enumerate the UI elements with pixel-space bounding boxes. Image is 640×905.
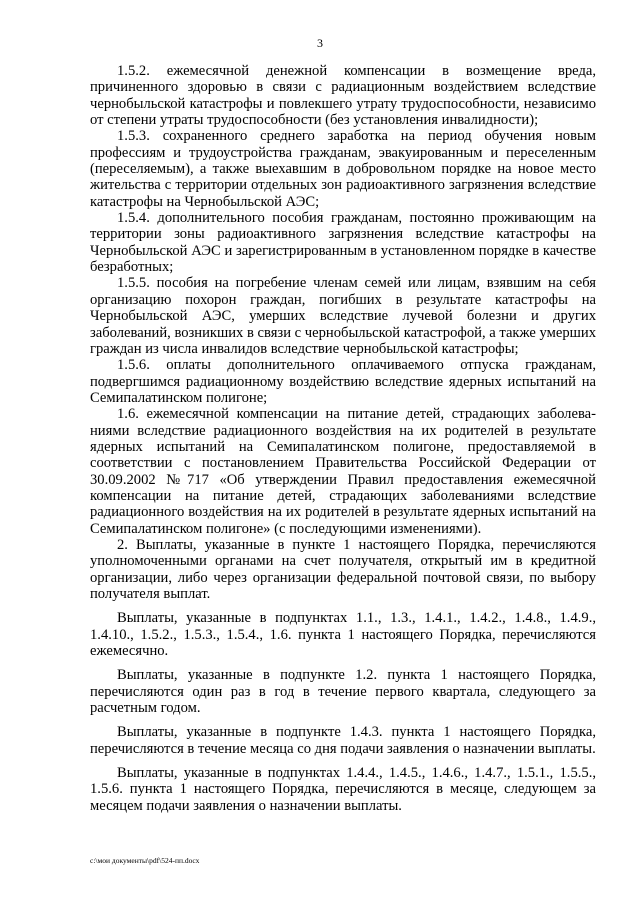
paragraph-annual-payments: Выплаты, указанные в подпункте 1.2. пункта 1 настоящего Порядка, перечисляются один раз в год в течение первого квартала, следующего за расчетным годом. <box>90 667 596 717</box>
paragraph-1-4-3-payments: Выплаты, указанные в подпункте 1.4.3. пункта 1 настоящего Порядка, перечисляются в течение месяца со дня подачи заявления о назначении выплаты. <box>90 724 596 757</box>
paragraph-1-5-5: 1.5.5. пособия на погребение членам семей или лицам, взявшим на себя организацию похорон граждан, погибших в результате катастрофы на Чернобыльской АЭС, умерших вследствие лучевой болезни и других заболеваний, возникших в связи с чернобыльской катастрофой, а также умерших граждан из числа инвалидов вследствие чернобыльской катастрофы; <box>90 275 596 357</box>
paragraph-2: 2. Выплаты, указанные в пункте 1 настоящего Порядка, перечисляются уполномоченными органами на счет получателя, открытый им в кредитной организации, либо через организации федеральной почтовой связи, по выбору получателя выплат. <box>90 536 596 602</box>
document-body <box>90 63 596 814</box>
page-number: 3 <box>317 36 323 50</box>
paragraph-1-5-2: 1.5.2. ежемесячной денежной компенсации в возмещение вреда, причиненного здоровью в связи с радиационным воздействием вследствие чернобыльской катастрофы и повлекшего утрату трудоспособности, независимо от степени утраты трудоспособности (без установления инвалидности); <box>90 63 596 129</box>
paragraph-next-month-payments: Выплаты, указанные в подпунктах 1.4.4., 1.4.5., 1.4.6., 1.4.7., 1.5.1., 1.5.5., 1.5.6. пункта 1 настоящего Порядка, перечисляются в месяце, следующем за месяцем подачи заявления о назначении выплаты. <box>90 765 596 814</box>
paragraph-monthly-payments: Выплаты, указанные в подпунктах 1.1., 1.3., 1.4.1., 1.4.2., 1.4.8., 1.4.9., 1.4.10., 1.5.2., 1.5.3., 1.5.4., 1.6. пункта 1 настоящего Порядка, перечисляются ежемесячно. <box>90 610 596 660</box>
footer-file-path: c:\мои документы\pdf\524-пп.docx <box>90 856 200 865</box>
paragraph-1-5-4: 1.5.4. дополнительного пособия гражданам, постоянно проживающим на территории зоны радиоактивного загрязнения вследствие катастрофы на Чернобыльской АЭС и зарегистрированным в установленном порядке в качестве безработных; <box>90 210 596 276</box>
paragraph-1-5-6: 1.5.6. оплаты дополнительного оплачиваемого отпуска гражданам, подвергшимся радиационному воздействию вследствие ядерных испытаний на Семипалатинском полигоне; <box>90 357 596 406</box>
paragraph-1-5-3: 1.5.3. сохраненного среднего заработка на период обучения новым профессиям и трудоустройства гражданам, эвакуированным и переселенным (переселяемым), а также выехавшим в добровольном порядке на новое место жительства с территории отдельных зон радиоактивного загрязнения вследствие катастрофы на Чернобыльской АЭС; <box>90 128 596 210</box>
paragraph-1-6: 1.6. ежемесячной компенсации на питание детей, страдающих заболеваниями вследствие радиационного воздействия на их родителей в результате ядерных испытаний на Семипалатинском полигоне, предоставляемой в соответствии с постановлением Правительства Российской Федерации от 30.09.2002 №717 «Об утверждении Правил предоставления ежемесячной компенсации на питание детей, страдающих заболеваниями вследствие радиационного воздействия на их родителей в результате ядерных испытаний на Семипалатинском полигоне» (с последующими изменениями). <box>90 406 596 537</box>
